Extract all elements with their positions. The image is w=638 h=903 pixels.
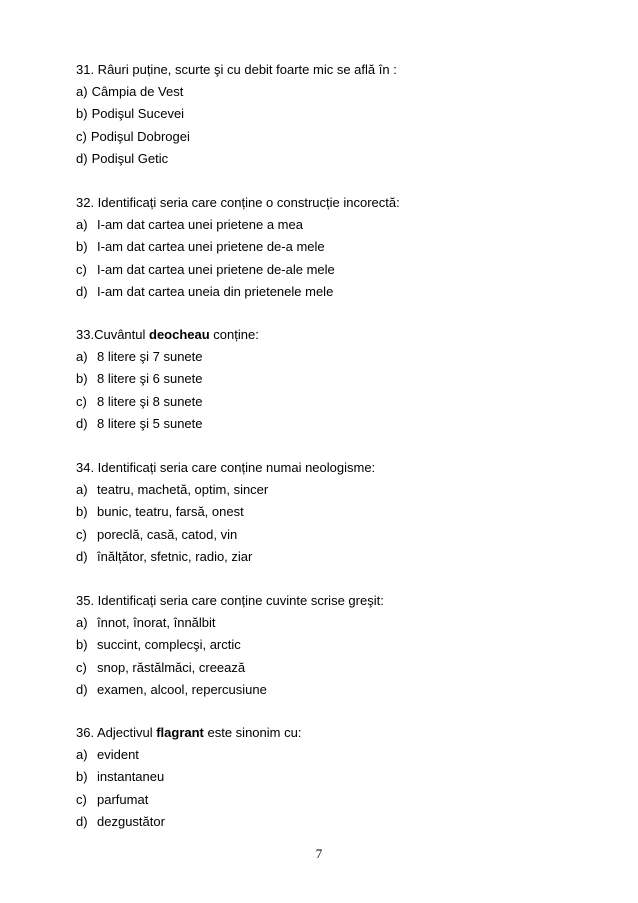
option-letter: b) xyxy=(76,769,88,785)
question-stem xyxy=(76,59,576,81)
option-letter: d) xyxy=(76,548,88,564)
option-text: instantaneu xyxy=(97,769,165,785)
stem-text: 36. Adjectivul xyxy=(76,725,157,740)
question-36 xyxy=(76,722,576,833)
option-letter: b) xyxy=(76,371,88,387)
option-text: înnot, înorat, înnălbit xyxy=(97,615,216,631)
stem-bold-word: flagrant xyxy=(156,725,204,740)
option-c xyxy=(76,259,576,281)
option-letter: d) xyxy=(76,283,88,299)
option-letter: a) xyxy=(76,482,88,498)
option-text: 8 litere şi 5 sunete xyxy=(97,415,203,431)
option-d xyxy=(76,148,576,170)
option-letter: a) xyxy=(76,349,88,365)
option-text: 8 litere şi 7 sunete xyxy=(97,349,203,365)
option-text: dezgustător xyxy=(97,813,165,829)
option-text: teatru, machetă, optim, sincer xyxy=(97,482,269,498)
question-33 xyxy=(76,324,576,435)
option-letter: d) xyxy=(76,681,88,697)
option-d xyxy=(76,811,576,833)
option-d xyxy=(76,679,576,701)
option-text: examen, alcool, repercusiune xyxy=(97,681,267,697)
option-letter: b) xyxy=(76,637,88,653)
option-text: Podişul Dobrogei xyxy=(90,128,190,144)
option-letter: d) xyxy=(76,150,88,166)
stem-text: conține: xyxy=(209,327,259,342)
option-d xyxy=(76,281,576,303)
option-text: I-am dat cartea uneia din prietenele mele xyxy=(97,283,334,299)
option-letter: a) xyxy=(76,615,88,631)
question-stem xyxy=(76,590,576,612)
option-b xyxy=(76,368,576,390)
option-text: snop, răstălmăci, creează xyxy=(97,659,246,675)
option-letter: c) xyxy=(76,261,87,277)
question-stem xyxy=(76,457,576,479)
stem-text: 33.Cuvântul xyxy=(76,327,149,342)
option-letter: b) xyxy=(76,239,88,255)
option-a xyxy=(76,81,576,103)
option-d xyxy=(76,413,576,435)
option-text: I-am dat cartea unei prietene de-ale mele xyxy=(97,261,335,277)
stem-text: 31. Râuri puține, scurte şi cu debit foarte mic se află în : xyxy=(76,62,397,77)
question-35 xyxy=(76,590,576,701)
option-text: Podişul Getic xyxy=(91,150,169,166)
option-letter: a) xyxy=(76,217,88,233)
option-letter: c) xyxy=(76,659,87,675)
option-text: I-am dat cartea unei prietene de-a mele xyxy=(97,239,325,255)
option-letter: a) xyxy=(76,747,88,763)
option-text: I-am dat cartea unei prietene a mea xyxy=(97,217,303,233)
page-number: 7 xyxy=(315,846,323,861)
option-text: poreclă, casă, catod, vin xyxy=(97,526,238,542)
option-letter: c) xyxy=(76,791,87,807)
option-b xyxy=(76,236,576,258)
option-a xyxy=(76,214,576,236)
option-a xyxy=(76,744,576,766)
option-text: 8 litere şi 8 sunete xyxy=(97,393,203,409)
stem-text: 35. Identificați seria care conține cuvinte scrise greşit: xyxy=(76,593,384,608)
option-c xyxy=(76,657,576,679)
option-a xyxy=(76,612,576,634)
question-32 xyxy=(76,192,576,303)
question-stem xyxy=(76,192,576,214)
option-b xyxy=(76,766,576,788)
option-text: Câmpia de Vest xyxy=(91,84,184,100)
option-text: parfumat xyxy=(97,791,149,807)
option-c xyxy=(76,789,576,811)
option-a xyxy=(76,479,576,501)
stem-bold-word: deocheau xyxy=(149,327,210,342)
option-a xyxy=(76,346,576,368)
option-letter: a) xyxy=(76,84,88,100)
option-letter: d) xyxy=(76,813,88,829)
option-text: succint, complecşi, arctic xyxy=(97,637,241,653)
option-letter: c) xyxy=(76,526,87,542)
question-stem xyxy=(76,722,576,744)
option-letter: c) xyxy=(76,128,87,144)
question-31 xyxy=(76,59,576,170)
option-letter: d) xyxy=(76,415,88,431)
option-c xyxy=(76,391,576,413)
option-b xyxy=(76,501,576,523)
stem-text: este sinonim cu: xyxy=(203,725,302,740)
option-text: bunic, teatru, farsă, onest xyxy=(97,504,244,520)
option-c xyxy=(76,524,576,546)
option-text: evident xyxy=(97,747,139,763)
question-34 xyxy=(76,457,576,568)
option-d xyxy=(76,546,576,568)
option-b xyxy=(76,103,576,125)
stem-text: 34. Identificați seria care conține numai neologisme: xyxy=(76,460,376,475)
option-letter: b) xyxy=(76,504,88,520)
option-text: 8 litere şi 6 sunete xyxy=(97,371,203,387)
option-letter: b) xyxy=(76,106,88,122)
option-text: Podişul Sucevei xyxy=(91,106,185,122)
option-letter: c) xyxy=(76,393,87,409)
option-text: înălțător, sfetnic, radio, ziar xyxy=(97,548,253,564)
question-stem xyxy=(76,324,576,346)
option-c xyxy=(76,126,576,148)
option-b xyxy=(76,634,576,656)
stem-text: 32. Identificați seria care conține o construcție incorectă: xyxy=(76,195,400,210)
